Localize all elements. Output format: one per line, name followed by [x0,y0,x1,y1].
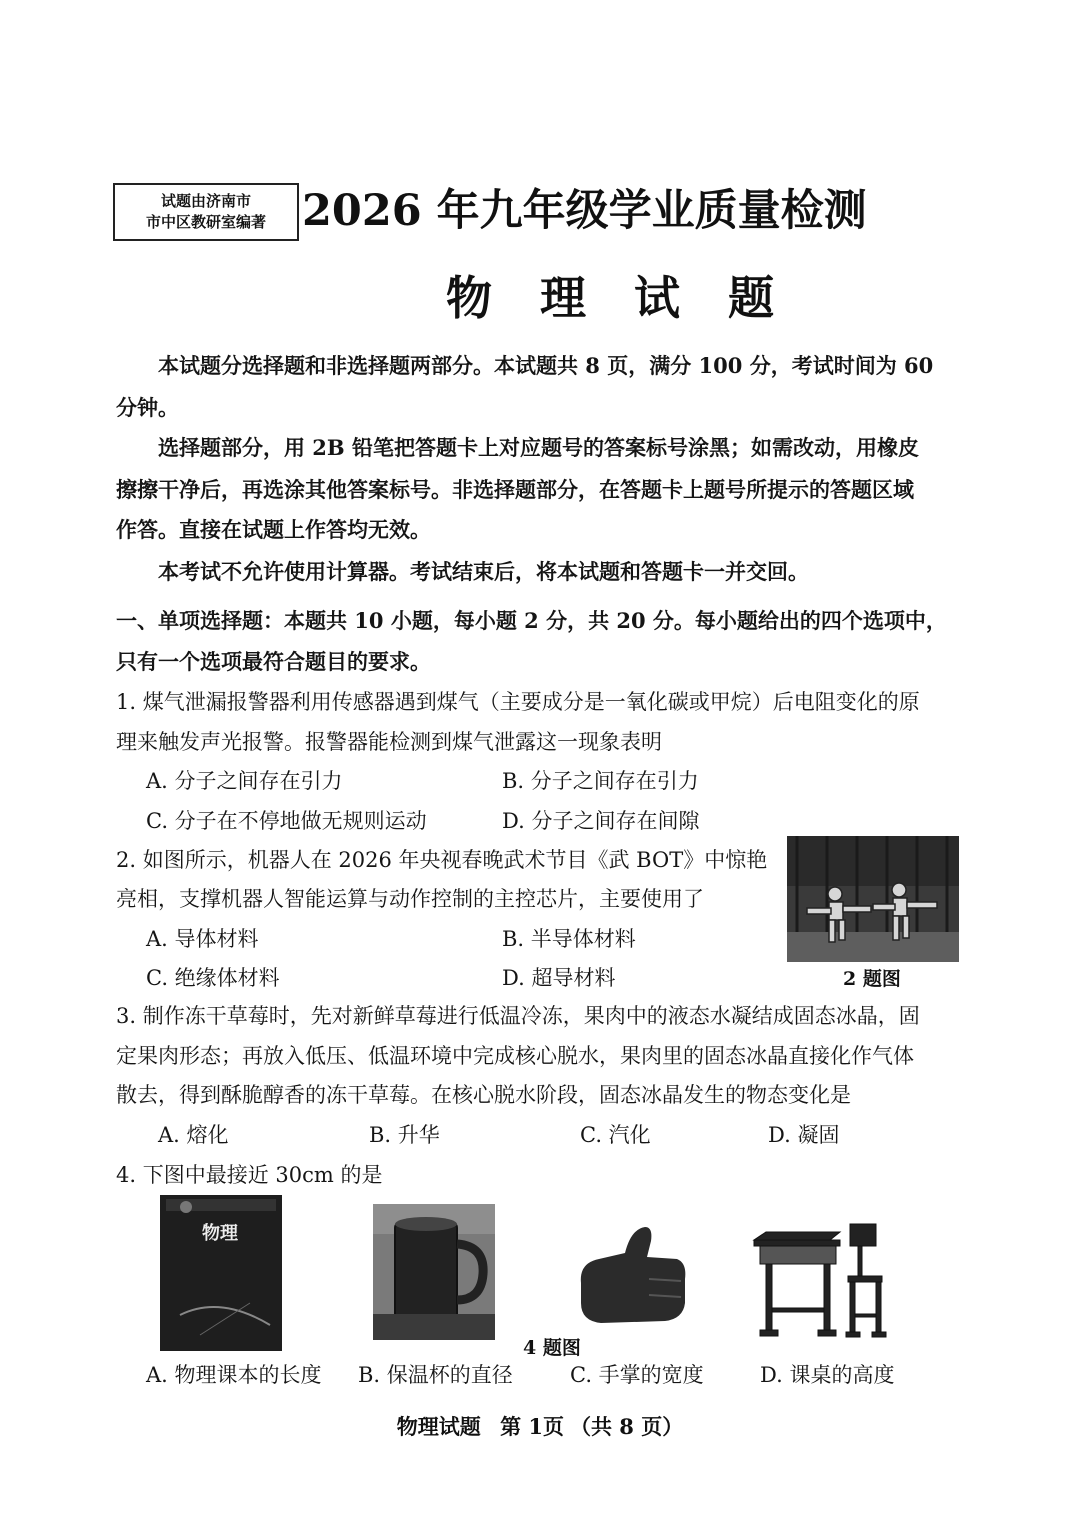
q2-stem-line1: 2. 如图所示，机器人在 2026 年央视春晚武术节目《武 BOT》中惊艳 [116,848,768,872]
q2-option-a: A. 导体材料 [146,927,259,951]
q1-option-b: B. 分子之间存在引力 [502,769,699,793]
q4-option-b: B. 保温杯的直径 [358,1363,513,1387]
hand-photo [573,1223,688,1333]
page-footer [0,1413,1080,1441]
q2-figure-caption: 2 题图 [843,968,901,990]
intro-p3: 本考试不允许使用计算器。考试结束后，将本试题和答题卡一并交回。 [158,559,809,584]
cup-figure [373,1204,495,1340]
desk-chair-photo [752,1218,887,1349]
q1-stem-line1: 1. 煤气泄漏报警器利用传感器遇到煤气（主要成分是一氧化碳或甲烷）后电阻变化的原 [116,690,920,714]
section1-line2: 只有一个选项最符合题目的要求。 [116,649,431,674]
section1-line1: 一、单项选择题：本题共 10 小题，每小题 2 分，共 20 分。每小题给出的四个选项中， [116,608,947,633]
q1-stem-line2: 理来触发声光报警。报警器能检测到煤气泄露这一现象表明 [116,730,662,754]
intro-p1-line1: 本试题分选择题和非选择题两部分。本试题共 8 页，满分 100 分，考试时间为 60 [158,353,934,378]
q2-option-d: D. 超导材料 [502,966,616,990]
q1-option-a: A. 分子之间存在引力 [146,769,343,793]
footer-page-number: 第 1页 [500,1414,564,1439]
stamp-line-1: 试题由济南市 [160,192,251,210]
thumb-up-icon [573,1223,688,1333]
editor-stamp [113,183,299,241]
exam-subtitle: 物 理 试 题 [446,271,791,325]
robot-figure [787,836,959,962]
q3-stem-line2: 定果肉形态；再放入低压、低温环境中完成核心脱水，果肉里的固态冰晶直接化作气体 [116,1044,914,1068]
q2-option-c: C. 绝缘体材料 [146,966,280,990]
desk-chair-figure [752,1218,887,1349]
q3-stem-line3: 散去，得到酥脆醇香的冻干草莓。在核心脱水阶段，固态冰晶发生的物态变化是 [116,1083,851,1107]
q2-stem-line2: 亮相，支撑机器人智能运算与动作控制的主控芯片，主要使用了 [116,887,704,911]
q4-option-d: D. 课桌的高度 [760,1363,895,1387]
footer-subject: 物理试题 [396,1414,481,1439]
robot-photo [787,836,959,962]
intro-p2-line1: 选择题部分，用 2B 铅笔把答题卡上对应题号的答案标号涂黑；如需改动，用橡皮 [158,435,919,460]
footer-total-pages: （共 8 页） [570,1414,684,1439]
q1-option-c: C. 分子在不停地做无规则运动 [146,809,427,833]
intro-p2-line3: 作答。直接在试题上作答均无效。 [116,517,431,542]
stamp-line-2: 市中区教研室编著 [145,213,266,231]
q2-option-b: B. 半导体材料 [502,927,636,951]
intro-p2-line2: 擦擦干净后，再选涂其他答案标号。非选择题部分，在答题卡上题号所提示的答题区域 [116,477,914,502]
q4-option-c: C. 手掌的宽度 [570,1363,704,1387]
q4-option-a: A. 物理课本的长度 [146,1363,322,1387]
q3-option-c: C. 汽化 [580,1123,651,1147]
exam-title: 2026 年九年级学业质量检测 [302,186,867,236]
q4-figure-caption: 4 题图 [523,1337,581,1359]
q3-stem-line1: 3. 制作冻干草莓时，先对新鲜草莓进行低温冷冻，果肉中的液态水凝结成固态冰晶，固 [116,1004,920,1028]
thermos-cup-photo [373,1204,495,1340]
intro-p1-line2: 分钟。 [116,395,179,420]
q4-stem: 4. 下图中最接近 30cm 的是 [116,1163,383,1187]
q3-option-b: B. 升华 [369,1123,440,1147]
physics-book-photo [160,1195,282,1351]
q3-option-a: A. 熔化 [158,1123,229,1147]
book-cover-title: 物理 [202,1223,238,1244]
q1-option-d: D. 分子之间存在间隙 [502,809,700,833]
q3-option-d: D. 凝固 [768,1123,840,1147]
